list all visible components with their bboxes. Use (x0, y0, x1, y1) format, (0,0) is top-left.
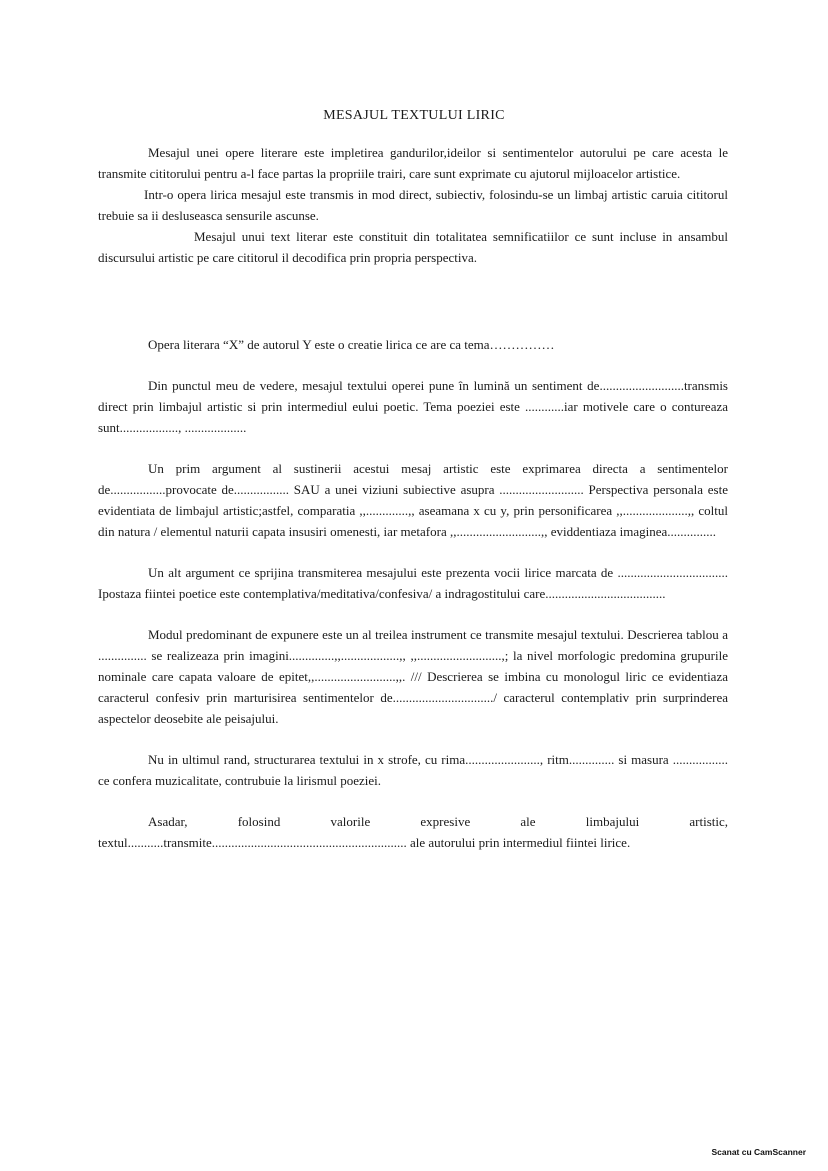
intro-paragraph: Mesajul unei opere literare este impletirea gandurilor,ideilor si sentimentelor autorului pe care acesta le transmite cititorului pentru a-l face partas la propriile trairi, care sunt exprimate cu ajutorul mijloacelor artistice. (98, 145, 728, 181)
scanner-watermark: Scanat cu CamScanner (711, 1147, 806, 1157)
template-paragraph: Din punctul meu de vedere, mesajul textului operei pune în lumină un sentiment de..........................transmis direct prin limbajul artistic si prin intermediul eului poetic. Tema poeziei este ............iar motivele care o contureaza sunt.................., ................... (98, 378, 728, 435)
template-paragraph: Un alt argument ce sprijina transmiterea mesajului este prezenta vocii lirice marcata de .................................. Ipostaza fiintei poetice este contemplativa/meditativa/confesiva/ a indragostitului care..................................... (98, 565, 728, 601)
essay-template-body (98, 334, 728, 873)
document-title: MESAJUL TEXTULUI LIRIC (323, 108, 505, 123)
template-paragraph: Asadar, folosind valorile expresive ale limbajului artistic, textul...........transmite............................................................ ale autorului prin intermediul fiintei lirice. (98, 814, 728, 850)
template-paragraph: Opera literara “X” de autorul Y este o creatie lirica ce are ca tema…………… (148, 337, 555, 352)
intro-block (98, 142, 728, 268)
template-paragraph: Nu in ultimul rand, structurarea textului in x strofe, cu rima......................., ritm.............. si masura ................. ce confera muzicalitate, contrubuie la lirismul poeziei. (98, 752, 728, 788)
template-paragraph: Modul predominant de expunere este un al treilea instrument ce transmite mesajul textului. Descrierea tablou a ............... se realizeaza prin imagini..............,,..................,, ,,..........................,; la nivel morfologic predomina grupurile nominale care capata valoare de epitet,,.........................,,. /// Descrierea se imbina cu monologul liric ce evidentiaza caracterul confesiv prin marturisirea sentimentelor de.............................../ caracterul contemplativ prin surprinderea aspectelor deosebite ale peisajului. (98, 627, 728, 726)
intro-paragraph: Mesajul unui text literar este constituit din totalitatea semnificatiilor ce sunt incluse in ansambul discursului artistic pe care cititorul il decodifica prin propria perspectiva. (98, 229, 728, 265)
intro-paragraph: Intr-o opera lirica mesajul este transmis in mod direct, subiectiv, folosindu-se un limbaj artistic caruia cititorul trebuie sa ii desluseasca sensurile ascunse. (98, 187, 728, 223)
template-paragraph: Un prim argument al sustinerii acestui mesaj artistic este exprimarea directa a sentimentelor de.................provocate de................. SAU a unei viziuni subiective asupra .......................... Perspectiva personala este evidentiata de limbajul artistic;astfel, comparatia ,,.............,, aseamana x cu y, prin personificarea ,,....................,, coltul din natura / elementul naturii capata insusiri omenesti, iar metafora ,,..........................,, eviddentiaza imaginea............... (98, 461, 728, 539)
